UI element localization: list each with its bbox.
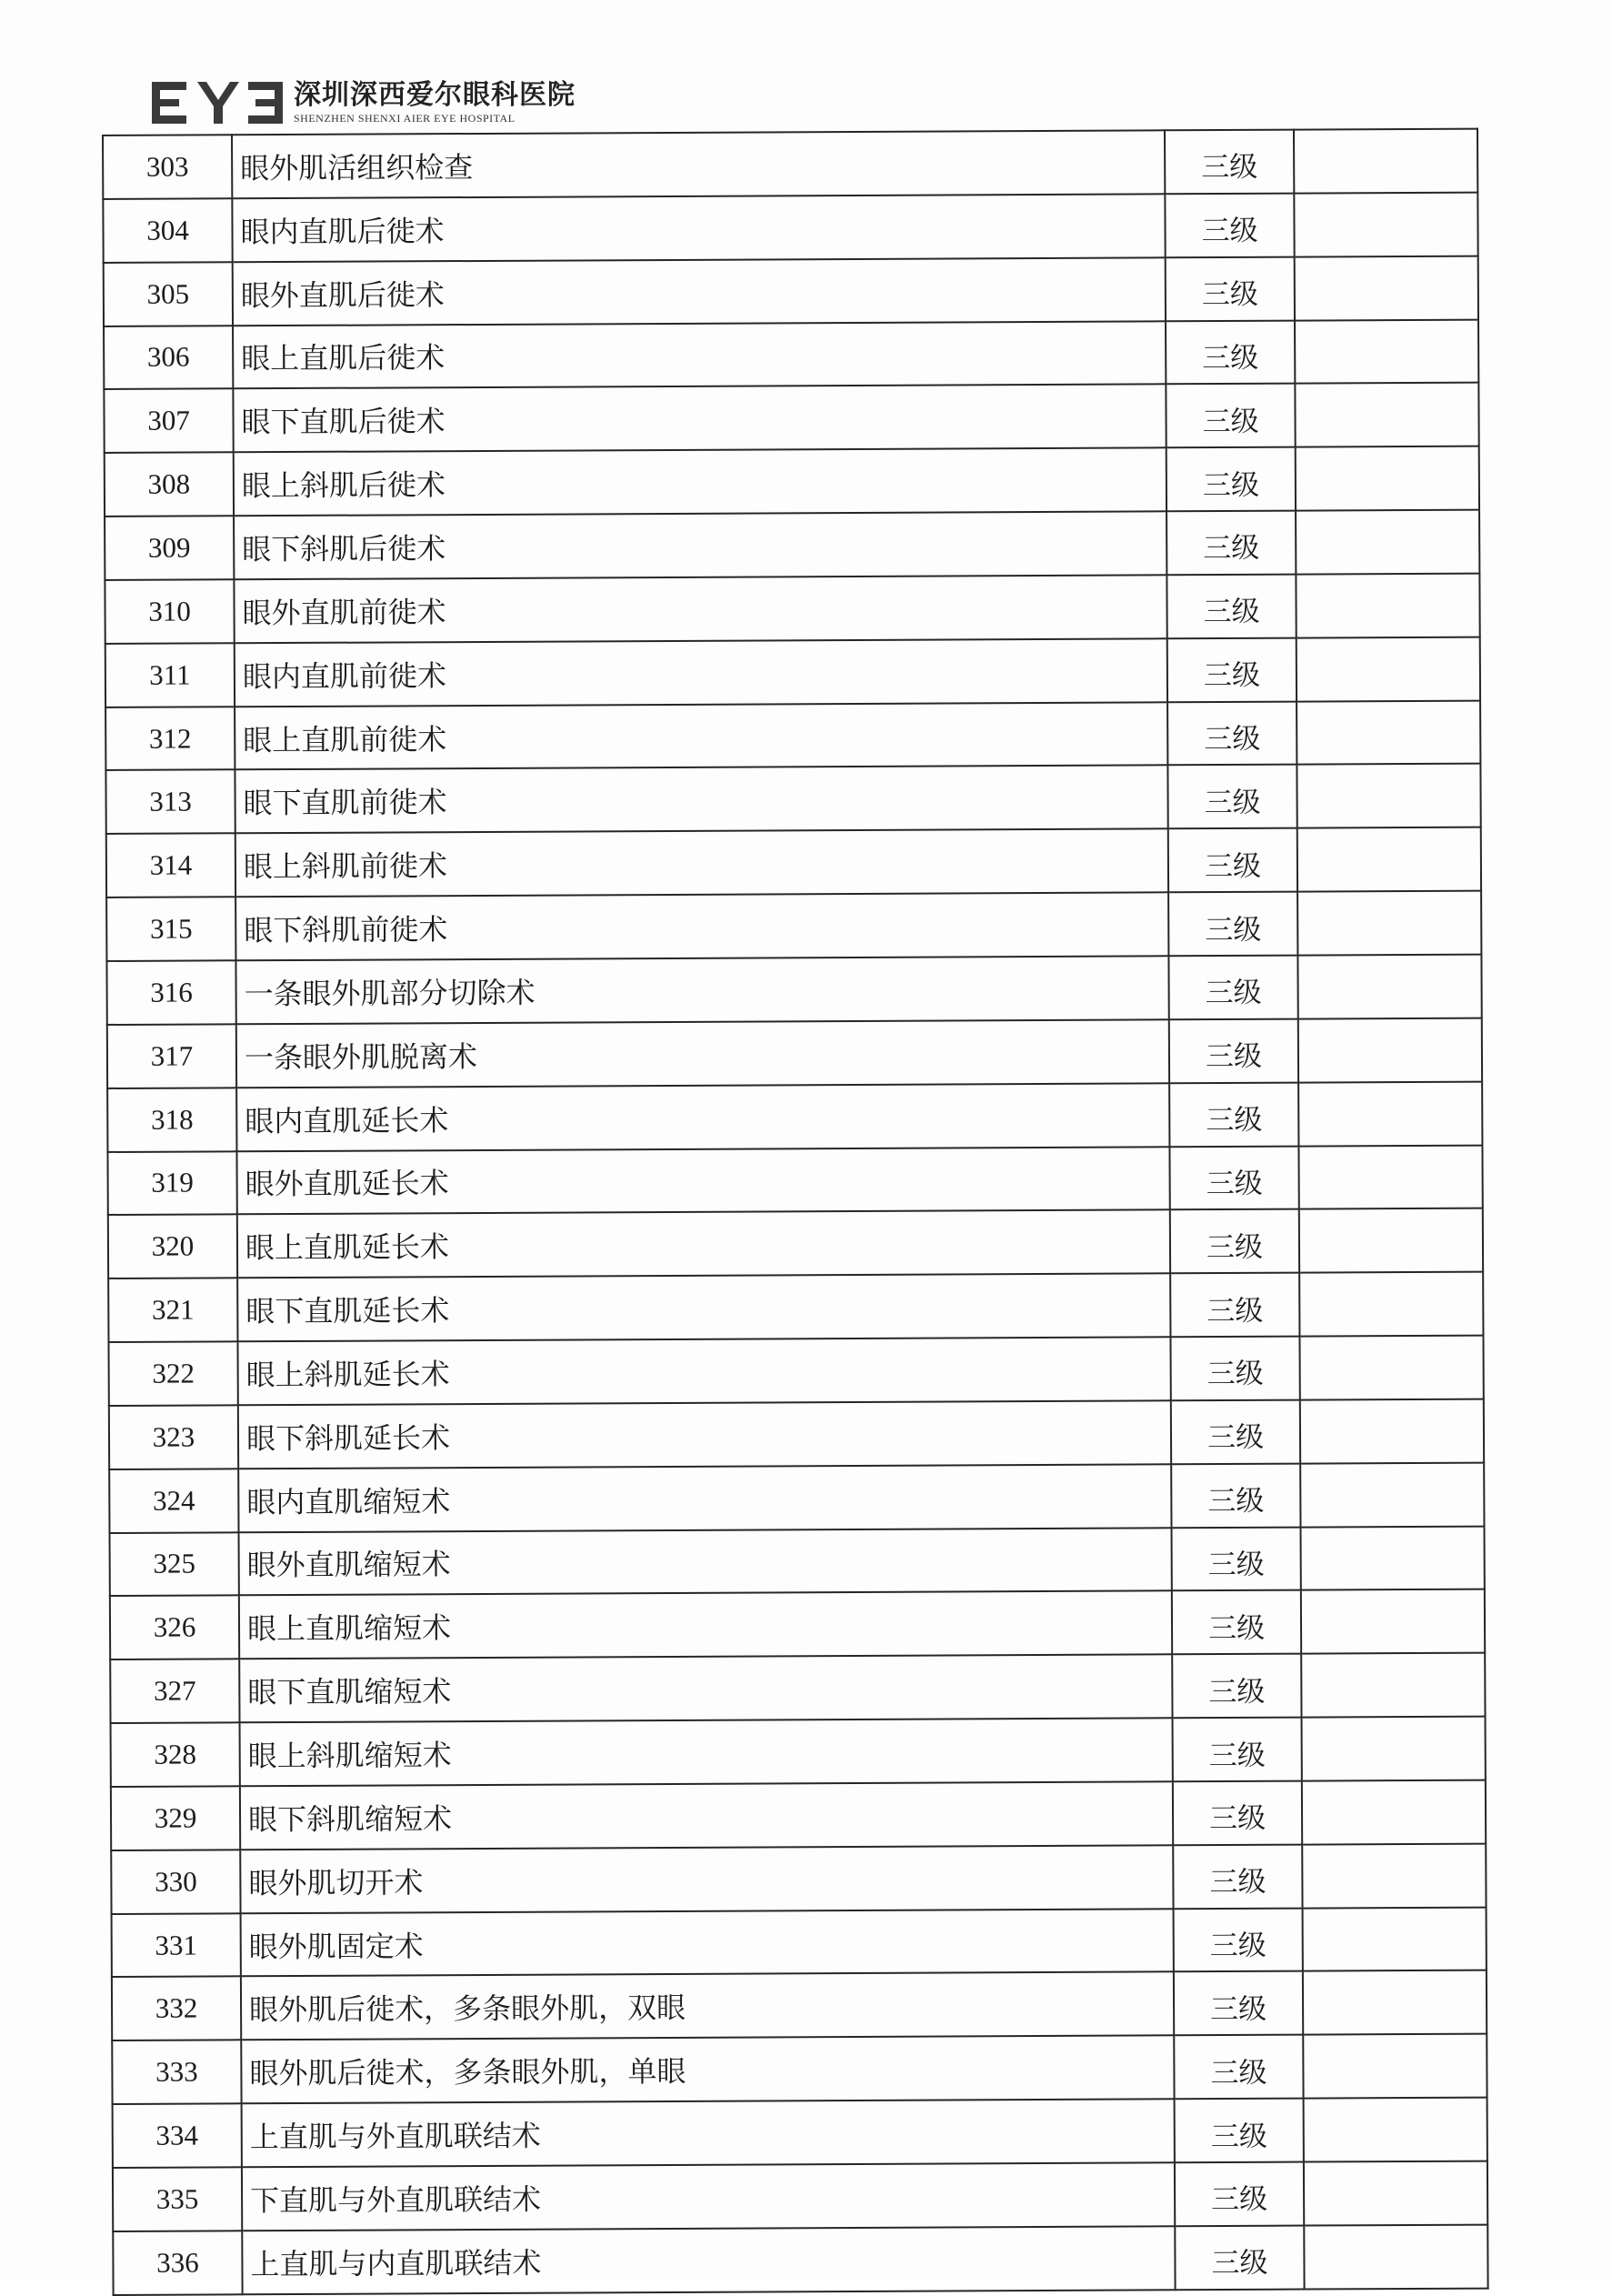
surgery-level-cell: 三级 [1173,1844,1302,1909]
note-cell [1295,256,1478,320]
surgery-level-cell: 三级 [1167,701,1297,766]
surgery-level-cell: 三级 [1175,2225,1304,2290]
procedure-name-cell: 眼上斜肌前徙术 [235,829,1168,897]
note-cell [1300,1526,1484,1590]
surgery-level-cell: 三级 [1166,511,1296,576]
note-cell [1303,1907,1487,1971]
table-row [106,955,1481,1025]
procedure-name-cell: 下直肌与外直肌联结术 [242,2162,1175,2231]
note-cell [1295,383,1478,447]
table-row [113,2161,1487,2231]
procedure-name-cell: 眼下斜肌后徙术 [234,511,1166,579]
procedure-name-cell: 眼外肌切开术 [240,1845,1173,1913]
note-cell [1303,1970,1487,2035]
procedure-name-cell: 眼上斜肌延长术 [237,1337,1170,1405]
procedure-name-cell: 眼上斜肌后徙术 [234,448,1166,516]
procedure-name-cell: 眼外肌固定术 [241,1909,1174,1977]
procedure-name-cell: 眼上直肌缩短术 [239,1591,1172,1659]
surgery-level-cell: 三级 [1171,1399,1300,1464]
row-number-cell: 308 [105,453,234,517]
procedure-name-cell: 上直肌与外直肌联结术 [242,2099,1175,2167]
procedure-name-cell: 眼下斜肌缩短术 [240,1781,1173,1850]
table-row [111,1717,1486,1787]
surgery-level-cell: 三级 [1174,1971,1303,2036]
surgery-level-cell: 三级 [1166,574,1296,638]
hospital-name-en: SHENZHEN SHENXI AIER EYE HOSPITAL [294,112,516,125]
table-row [110,1653,1485,1723]
note-cell [1304,2098,1487,2162]
surgery-level-cell: 三级 [1168,892,1297,957]
table-row [109,1462,1484,1532]
table-row [112,1907,1487,1977]
procedure-name-cell: 一条眼外肌脱离术 [236,1019,1169,1088]
note-cell [1296,574,1479,638]
note-cell [1299,1272,1483,1337]
note-cell [1301,1653,1485,1718]
table-row [106,827,1481,897]
row-number-cell: 331 [112,1913,241,1978]
procedure-name-cell: 眼下斜肌延长术 [238,1400,1171,1469]
row-number-cell: 325 [110,1532,239,1597]
surgery-level-cell: 三级 [1174,1908,1303,1972]
row-number-cell: 305 [104,262,233,326]
table-row [110,1526,1485,1596]
note-cell [1297,700,1480,765]
table-row [104,256,1478,326]
table-row [108,1336,1483,1406]
table-row [111,1843,1486,1913]
surgery-level-cell: 三级 [1166,256,1295,321]
surgery-level-cell: 三级 [1172,1654,1301,1719]
row-number-cell: 314 [106,834,235,898]
procedure-name-cell: 眼外直肌延长术 [236,1147,1169,1215]
table-row [105,637,1480,707]
row-number-cell: 303 [103,135,232,199]
procedure-name-cell: 眼下直肌缩短术 [239,1655,1172,1723]
note-cell [1304,2161,1487,2226]
procedure-name-cell: 眼上斜肌缩短术 [240,1718,1173,1786]
row-number-cell: 307 [104,389,233,454]
procedure-name-cell: 眼外肌活组织检查 [232,130,1165,198]
note-cell [1297,955,1481,1019]
surgery-level-cell: 三级 [1166,447,1296,512]
surgery-level-cell: 三级 [1169,1082,1298,1147]
procedure-name-cell: 一条眼外肌部分切除术 [235,956,1168,1024]
row-number-cell: 329 [111,1786,240,1850]
row-number-cell: 315 [106,897,235,961]
procedure-name-cell: 眼内直肌缩短术 [238,1464,1171,1532]
row-number-cell: 336 [113,2231,242,2295]
procedure-name-cell: 眼下直肌前徙术 [235,766,1167,834]
note-cell [1298,1018,1482,1082]
table-row [107,1081,1482,1151]
surgery-level-cell: 三级 [1172,1527,1301,1591]
procedure-name-cell: 眼内直肌前徙术 [235,638,1167,707]
table-row [106,891,1481,961]
surgery-level-cell: 三级 [1166,384,1295,448]
surgery-level-cell: 三级 [1167,765,1297,829]
note-cell [1297,827,1481,892]
surgery-level-cell: 三级 [1173,1718,1302,1782]
procedure-name-cell: 眼下直肌延长术 [237,1273,1170,1341]
row-number-cell: 326 [110,1596,239,1660]
row-number-cell: 319 [107,1151,236,1216]
table-row [105,764,1480,834]
note-cell [1304,2224,1487,2289]
table-row [112,1970,1487,2040]
procedure-table-wrapper [102,128,1477,2296]
row-number-cell: 318 [107,1088,236,1152]
surgery-level-cell: 三级 [1170,1273,1299,1338]
row-number-cell: 313 [105,770,235,835]
row-number-cell: 324 [109,1469,238,1533]
note-cell [1299,1336,1483,1400]
surgery-level-cell: 三级 [1174,2035,1303,2100]
table-row [108,1272,1483,1342]
note-cell [1302,1843,1486,1908]
procedure-name-cell: 眼上直肌前徙术 [235,702,1167,770]
row-number-cell: 309 [105,516,234,580]
surgery-level-cell: 三级 [1165,130,1294,195]
table-row [105,446,1479,516]
procedure-name-cell: 眼内直肌后徙术 [232,194,1165,262]
table-row [111,1780,1486,1850]
table-row [107,1018,1482,1088]
note-cell [1299,1208,1483,1273]
row-number-cell: 312 [105,707,235,771]
row-number-cell: 332 [112,1977,241,2041]
table-row [110,1589,1485,1659]
row-number-cell: 334 [113,2103,242,2168]
surgery-level-cell: 三级 [1175,2162,1304,2227]
row-number-cell: 316 [106,960,235,1025]
note-cell [1301,1589,1485,1654]
table-row [109,1399,1484,1469]
procedure-name-cell: 眼上直肌延长术 [237,1210,1170,1278]
procedure-name-cell: 眼下斜肌前徙术 [235,892,1168,960]
row-number-cell: 330 [111,1850,240,1914]
procedure-name-cell: 眼内直肌延长术 [236,1083,1169,1151]
note-cell [1296,510,1479,575]
procedure-name-cell: 上直肌与内直肌联结术 [242,2226,1175,2294]
table-row [104,383,1478,453]
surgery-level-cell: 三级 [1169,1018,1298,1083]
note-cell [1302,1717,1486,1781]
row-number-cell: 328 [111,1722,240,1787]
note-cell [1302,1780,1486,1845]
procedure-table [102,128,1489,2296]
page-header [150,71,576,135]
row-number-cell: 321 [108,1278,237,1342]
surgery-level-cell: 三级 [1172,1590,1301,1655]
surgery-level-cell: 三级 [1168,956,1297,1020]
surgery-level-cell: 三级 [1168,828,1297,893]
row-number-cell: 323 [109,1405,238,1469]
row-number-cell: 317 [107,1024,236,1088]
procedure-name-cell: 眼外肌后徙术，多条眼外肌，双眼 [241,1972,1174,2040]
surgery-level-cell: 三级 [1175,2099,1304,2163]
surgery-level-cell: 三级 [1170,1337,1299,1401]
procedure-name-cell: 眼外直肌缩短术 [239,1528,1172,1596]
procedure-name-cell: 眼外肌后徙术，多条眼外肌，单眼 [241,2036,1174,2104]
table-row [108,1208,1483,1278]
note-cell [1303,2034,1487,2099]
surgery-level-cell: 三级 [1169,1146,1298,1210]
note-cell [1300,1399,1484,1463]
note-cell [1295,319,1478,384]
row-number-cell: 311 [105,643,235,707]
surgery-level-cell: 三级 [1171,1463,1300,1528]
note-cell [1296,446,1479,511]
row-number-cell: 333 [112,2040,241,2105]
surgery-level-cell: 三级 [1173,1781,1302,1846]
table-row [113,2098,1487,2168]
hospital-name-cn: 深圳深西爱尔眼科医院 [294,79,576,111]
table-row [105,700,1480,770]
note-cell [1297,891,1481,956]
surgery-level-cell: 三级 [1165,193,1294,257]
table-row [103,129,1477,199]
hospital-name-block [294,79,576,125]
table-row [105,510,1479,580]
note-cell [1294,129,1477,194]
table-row [107,1145,1482,1215]
note-cell [1298,1145,1482,1209]
row-number-cell: 320 [108,1215,237,1279]
row-number-cell: 335 [113,2167,242,2231]
procedure-name-cell: 眼外直肌前徙术 [234,575,1166,643]
surgery-level-cell: 三级 [1166,320,1295,385]
surgery-level-cell: 三级 [1167,637,1297,702]
row-number-cell: 306 [104,326,233,390]
table-row [113,2224,1487,2294]
procedure-name-cell: 眼外直肌后徙术 [233,257,1166,326]
table-row [103,192,1477,262]
row-number-cell: 304 [103,198,232,263]
hospital-logo-icon [150,76,286,129]
procedure-name-cell: 眼上直肌后徙术 [233,321,1166,389]
row-number-cell: 310 [105,579,234,644]
procedure-name-cell: 眼下直肌后徙术 [233,385,1166,453]
procedure-table-body [103,129,1488,2295]
surgery-level-cell: 三级 [1170,1209,1299,1274]
note-cell [1298,1081,1482,1146]
row-number-cell: 327 [110,1659,239,1724]
note-cell [1300,1462,1484,1527]
table-row [105,574,1479,644]
note-cell [1297,764,1480,828]
table-row [112,2034,1487,2104]
note-cell [1297,637,1480,701]
note-cell [1294,192,1477,256]
row-number-cell: 322 [108,1341,237,1406]
table-row [104,319,1478,389]
